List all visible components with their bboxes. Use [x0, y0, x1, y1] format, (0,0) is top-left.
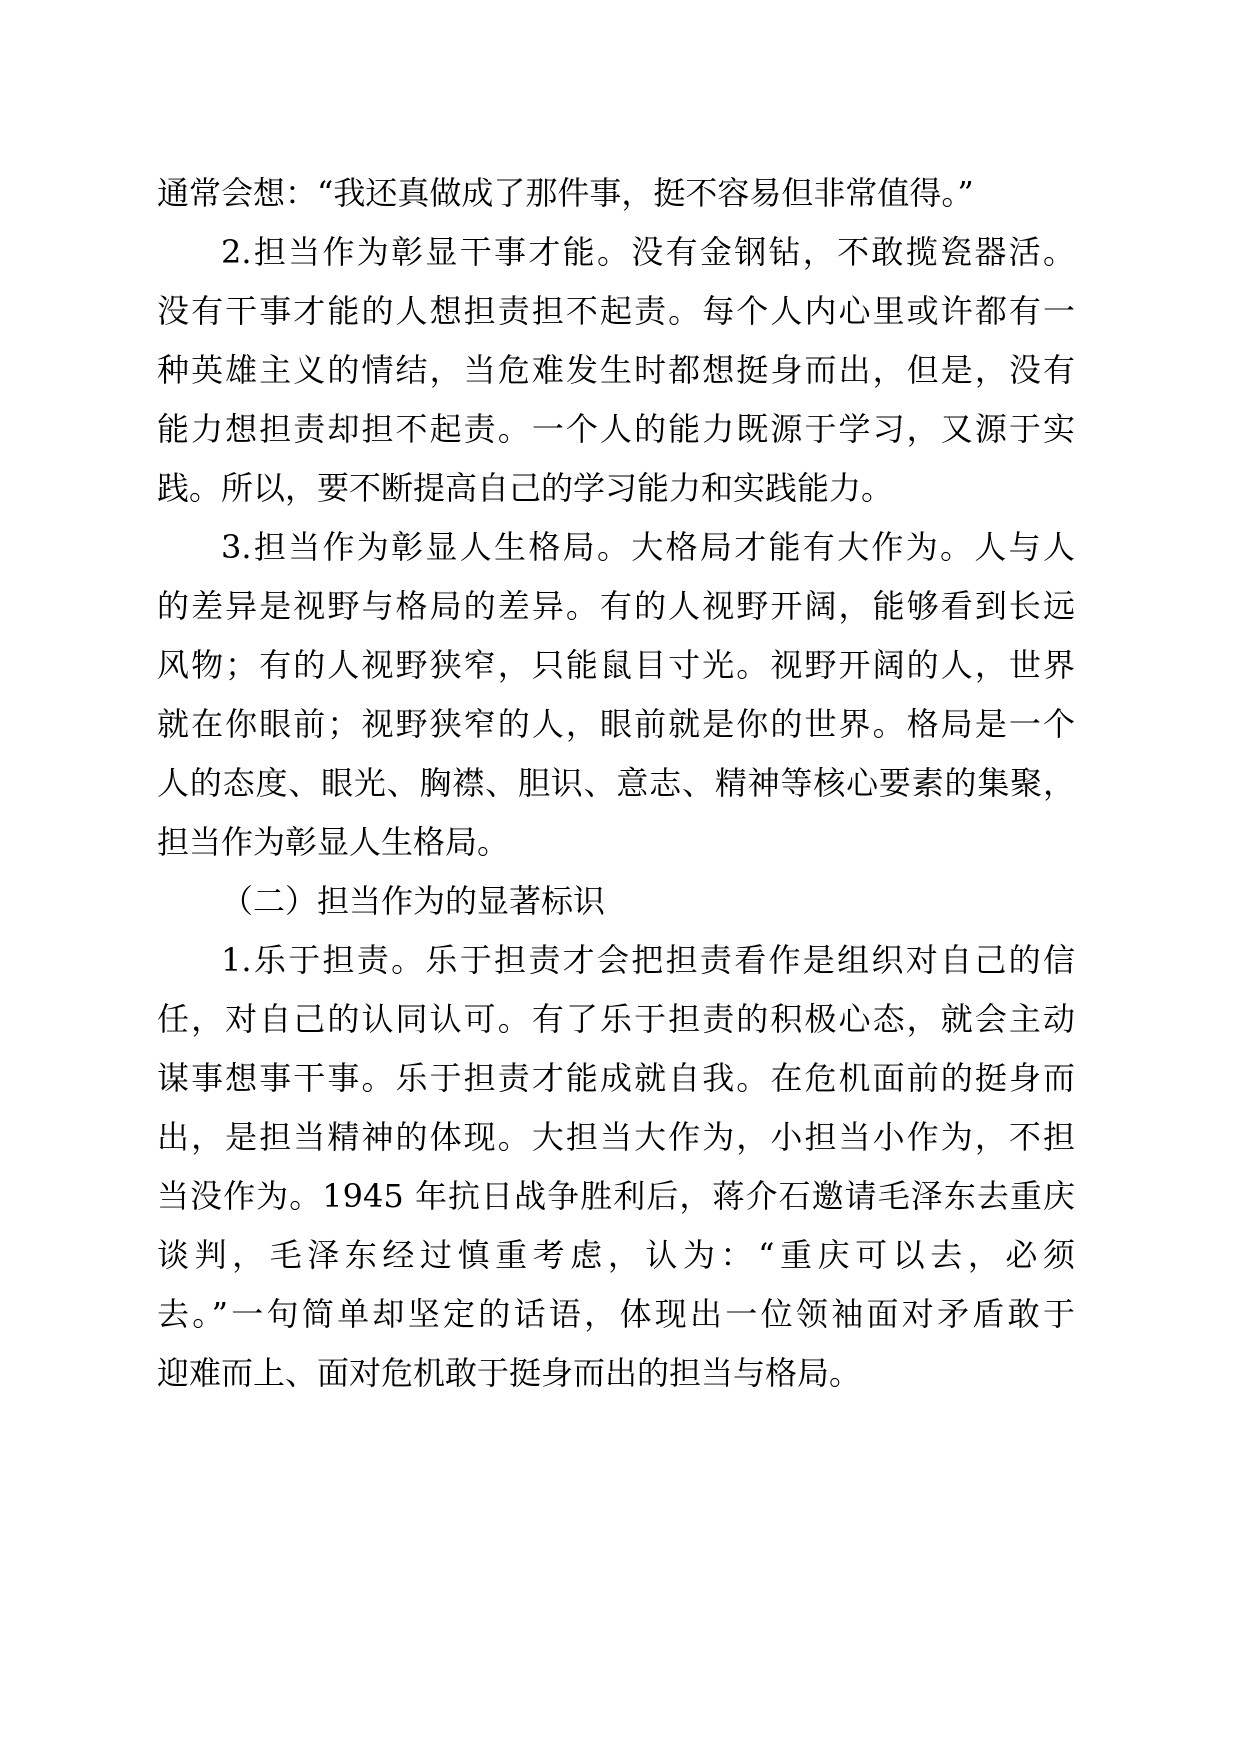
- paragraph-line: 风物；有的人视野狭窄，只能鼠目寸光。视野开阔的人，世界: [157, 646, 1075, 684]
- paragraph-line: 就在你眼前；视野狭窄的人，眼前就是你的世界。格局是一个: [157, 705, 1075, 743]
- paragraph-line: 践。所以，要不断提高自己的学习能力和实践能力。: [157, 469, 894, 507]
- paragraph-line: 种英雄主义的情结，当危难发生时都想挺身而出，但是，没有: [157, 351, 1075, 389]
- paragraph-line: 当没作为。1945 年抗日战争胜利后，蒋介石邀请毛泽东去重庆: [157, 1177, 1075, 1215]
- paragraph-line: 1.乐于担责。乐于担责才会把担责看作是组织对自己的信: [221, 941, 1075, 979]
- paragraph-line: 通常会想：“我还真做成了那件事，挺不容易但非常值得。”: [157, 174, 974, 212]
- paragraph-line: 的差异是视野与格局的差异。有的人视野开阔，能够看到长远: [157, 587, 1075, 625]
- section-heading: （二）担当作为的显著标识: [221, 882, 606, 920]
- paragraph-line: 没有干事才能的人想担责担不起责。每个人内心里或许都有一: [157, 292, 1075, 330]
- paragraph-line: 谈判，毛泽东经过慎重考虑，认为：“重庆可以去，必须: [157, 1236, 1075, 1274]
- paragraph-line: 能力想担责却担不起责。一个人的能力既源于学习，又源于实: [157, 410, 1075, 448]
- paragraph-line: 谋事想事干事。乐于担责才能成就自我。在危机面前的挺身而: [157, 1059, 1075, 1097]
- paragraph-line: 人的态度、眼光、胸襟、胆识、意志、精神等核心要素的集聚，: [157, 764, 1075, 802]
- paragraph-line: 任，对自己的认同认可。有了乐于担责的积极心态，就会主动: [157, 1000, 1075, 1038]
- paragraph-line: 迎难而上、面对危机敢于挺身而出的担当与格局。: [157, 1354, 862, 1392]
- paragraph-line: 担当作为彰显人生格局。: [157, 823, 510, 861]
- paragraph-line: 去。”一句简单却坚定的话语，体现出一位领袖面对矛盾敢于: [157, 1295, 1075, 1333]
- paragraph-line: 3.担当作为彰显人生格局。大格局才能有大作为。人与人: [221, 528, 1075, 566]
- paragraph-line: 2.担当作为彰显干事才能。没有金钢钻，不敢揽瓷器活。: [221, 233, 1075, 271]
- paragraph-line: 出，是担当精神的体现。大担当大作为，小担当小作为，不担: [157, 1118, 1075, 1156]
